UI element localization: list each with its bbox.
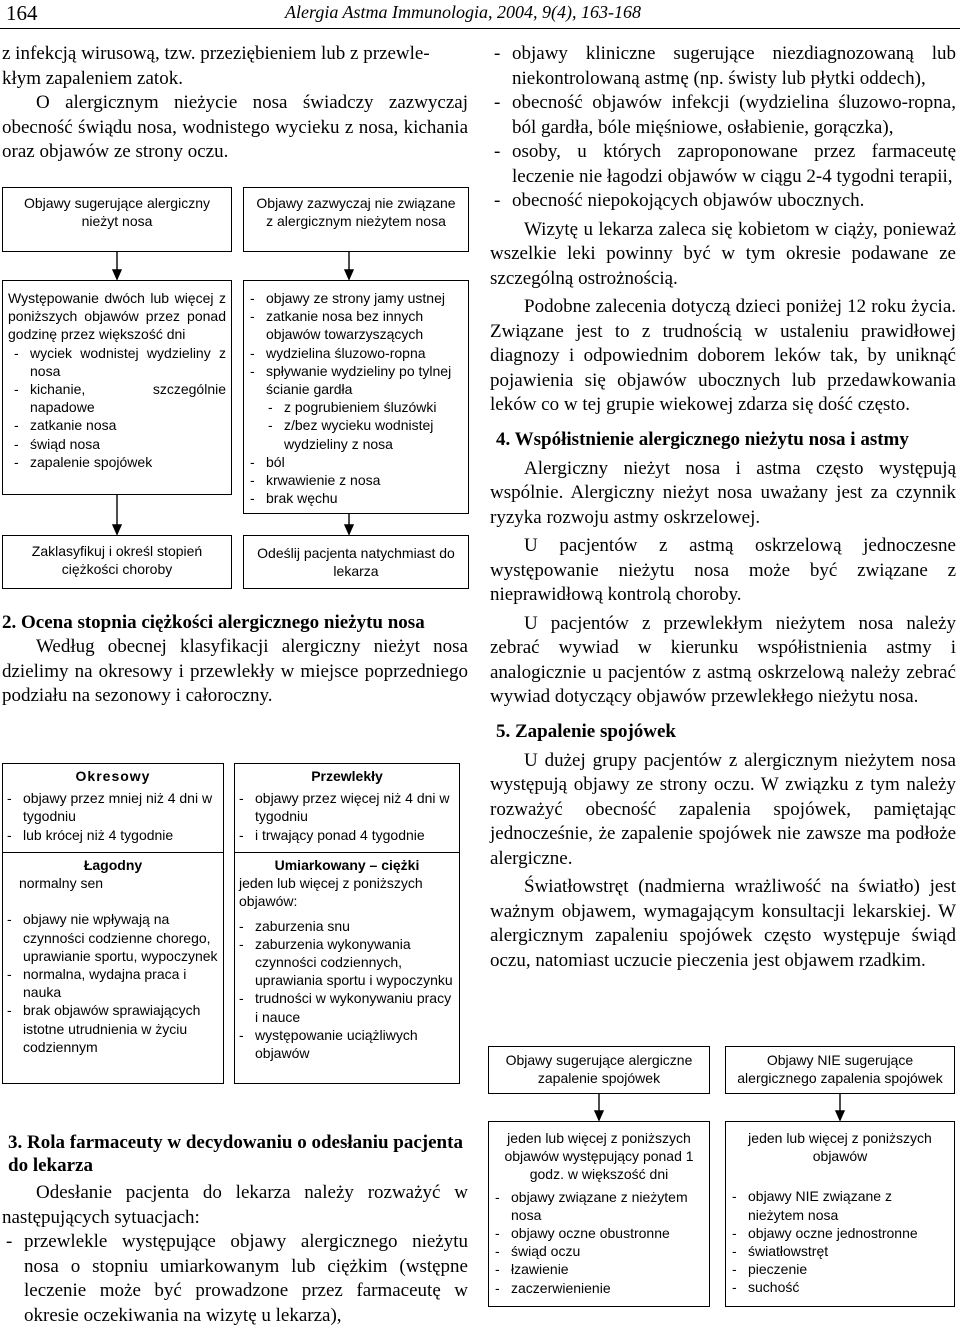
section-3-paragraph: Odesłanie pacjenta do lekarza należy rozważyć w następujących sytuacjach: — [2, 1182, 468, 1228]
box-classify-text: Zaklasyfikuj i określ stopień ciężkości choroby — [31, 543, 203, 578]
intro-paragraph: O alergicznym nieżycie nosa świadczy zazwyczaj obecność świądu nosa, wodnistego wycieku z nosa, kichania oraz objawów ze strony oczu. — [2, 92, 468, 162]
section-4-paragraph-3: U pacjentów z przewlekłym nieżytem nosa należy zebrać wywiad w kierunku współistnienia astmy i analogicznie u pacjentów z astmą oskrzelową należy zebrać wywiad dotyczący objawów przewlekłego nieżytu nosa. — [490, 612, 956, 707]
section-4-paragraph-1: Alergiczny nieżyt nosa i astma często występują wspólnie. Alergiczny nieżyt nosa uważany jest za czynnik ryzyka rozwoju astmy oskrzelowej. — [490, 457, 956, 528]
conjunctivitis-criteria-item: - zaczerwienienie — [495, 1279, 703, 1297]
page-number: 164 — [6, 1, 38, 25]
box-symptoms-not-related-text: Objawy zazwyczaj nie związane z alergicznym nieżytem nosa — [256, 195, 456, 230]
arrowhead-6 — [836, 1111, 844, 1120]
divider — [235, 852, 459, 853]
intermittent-item: - objawy przez mniej niż 4 dni w tygodniu — [7, 789, 219, 825]
referral-item: - obecność niepokojących objawów ubocznych. — [490, 189, 956, 214]
section-3-title: 3. Rola farmaceuty w decydowaniu o odesłaniu pacjenta do lekarza — [8, 1132, 463, 1176]
intermittent-title: Okresowy — [75, 768, 151, 784]
arrowhead-2 — [345, 270, 353, 279]
non-conjunctivitis-item: - suchość — [732, 1278, 948, 1296]
persistent-item: - objawy przez więcej niż 4 dni w tygodniu — [239, 789, 455, 825]
box-conjunctivitis-not-text: Objawy NIE sugerujące alergicznego zapalenia spojówek — [737, 1052, 943, 1087]
box-conjunctivitis-suggesting — [488, 1046, 710, 1094]
section-3-list — [2, 1230, 468, 1328]
persistent-item: - i trwający ponad 4 tygodnie — [239, 826, 455, 844]
intro-line-1: z infekcją wirusową, tzw. przeziębieniem lub z przewle- — [2, 43, 430, 64]
arrowhead-3 — [113, 525, 121, 534]
criteria-item: - zatkanie nosa — [14, 416, 226, 434]
section-2-title: 2. Ocena stopnia ciężkości alergicznego nieżytu nosa — [2, 612, 425, 633]
section-3-item: - przewlekle występujące objawy alergicznego nieżytu nosa o stopniu umiarkowanym lub ciężkim (wstępne leczenie może być prowadzone przez farmaceutę w okresie oczekiwania na wizytę u lekarza), — [2, 1230, 468, 1328]
criteria-list — [8, 344, 226, 471]
non-conjunctivitis-list — [732, 1187, 948, 1296]
moderate-severe-item: - trudności w wykonywaniu pracy i nauce — [239, 989, 455, 1025]
section-2 — [2, 611, 468, 709]
box-conjunctivitis-criteria — [488, 1121, 710, 1307]
non-allergic-item: - krwawienie z nosa — [250, 471, 462, 489]
box-symptoms-suggesting-text: Objawy sugerujące alergiczny nieżyt nosa — [24, 195, 210, 230]
section-5-paragraph-1: U dużej grupy pacjentów z alergicznym nieżytem nosa występują objawy ze strony oczu. W związku z tym należy rozważyć obecność zapalenia spojówek, pamiętając jednocześnie, że zapalenie spojówek nie zawsze ma podłoże alergiczne. — [490, 749, 956, 869]
referral-item: - obecność objawów infekcji (wydzielina śluzowo-ropna, ból gardła, bóle mięśniowe, osłabienie, gorączka), — [490, 91, 956, 140]
conjunctivitis-criteria-intro: jeden lub więcej z poniższych objawów występujący ponad 1 godz. w większość dni — [504, 1130, 694, 1183]
box-diagnostic-criteria — [2, 280, 232, 495]
non-conjunctivitis-intro: jeden lub więcej z poniższych objawów — [748, 1130, 932, 1165]
criteria-item: - świąd nosa — [14, 435, 226, 453]
mild-item: - brak objawów sprawiających istotne utrudnienia w życiu codziennym — [7, 1001, 219, 1056]
children-paragraph: Podobne zalecenia dotyczą dzieci poniżej 12 roku życia. Związane jest to z trudnością w ustaleniu prawidłowej diagnozy i odpowiednim doborem leków tak, by uniknąć pojawienia się objawów ubocznych lub przedawkowania leków co w tej grupie wiekowej zdarza się dość często. — [490, 296, 956, 415]
conjunctivitis-criteria-item: - łzawienie — [495, 1260, 703, 1278]
criteria-item: - kichanie, szczególnie napadowe — [14, 380, 226, 416]
criteria-item: - wyciek wodnistej wydzieliny z nosa — [14, 344, 226, 380]
box-conjunctivitis-not — [725, 1046, 955, 1094]
moderate-severe-item: - występowanie uciążliwych objawów — [239, 1026, 455, 1062]
mild-subtitle: normalny sen — [19, 875, 104, 892]
conjunctivitis-criteria-item: - objawy związane z nieżytem nosa — [495, 1188, 703, 1224]
criteria-intro: Występowanie dwóch lub więcej z poniższych objawów przez ponad godzinę przez większość dni — [8, 290, 226, 343]
non-allergic-item: - ból — [250, 453, 462, 471]
non-allergic-item: - brak węchu — [250, 489, 462, 507]
moderate-severe-item: - zaburzenia snu — [239, 917, 455, 935]
non-allergic-list-2 — [250, 453, 462, 508]
non-conjunctivitis-item: - pieczenie — [732, 1260, 948, 1278]
header-rule — [0, 28, 960, 29]
non-allergic-list — [250, 289, 462, 398]
box-refer-doctor — [243, 535, 469, 589]
referral-item: - osoby, u których zaproponowane przez farmaceutę leczenie nie łagodzi objawów w ciągu 2-4 tygodni terapii, — [490, 140, 956, 189]
non-conjunctivitis-item: - objawy NIE związane z nieżytem nosa — [732, 1187, 948, 1223]
arrowhead-1 — [113, 270, 121, 279]
non-conjunctivitis-item: - światłowstręt — [732, 1242, 948, 1260]
box-conjunctivitis-suggesting-text: Objawy sugerujące alergiczne zapalenie spojówek — [505, 1052, 693, 1087]
section-4-paragraph-2: U pacjentów z astmą oskrzelową jednoczesne występowanie nieżytu nosa może być związane z nieprawidłową kontrolą choroby. — [490, 535, 956, 605]
non-conjunctivitis-item: - objawy oczne jednostronne — [732, 1224, 948, 1242]
divider — [3, 852, 223, 853]
arrowhead-5 — [595, 1111, 603, 1120]
non-allergic-item: - objawy ze strony jamy ustnej — [250, 289, 462, 307]
mild-item: - objawy nie wpływają na czynności codzienne chorego, uprawianie sportu, wypoczynek — [7, 910, 219, 965]
referral-list — [490, 42, 956, 214]
non-allergic-sublist — [250, 398, 462, 453]
journal-citation: Alergia Astma Immunologia, 2004, 9(4), 163-168 — [285, 2, 641, 22]
conjunctivitis-criteria-item: - świąd oczu — [495, 1242, 703, 1260]
box-persistent — [234, 763, 460, 1084]
mild-title: Łagodny — [83, 857, 143, 873]
non-allergic-item: - wydzielina śluzowo-ropna — [250, 344, 462, 362]
right-column-text — [490, 42, 956, 973]
box-symptoms-suggesting — [2, 187, 232, 252]
mild-item: - normalna, wydajna praca i nauka — [7, 965, 219, 1001]
persistent-title: Przewlekły — [311, 768, 383, 784]
pregnancy-paragraph: Wizytę u lekarza zaleca się kobietom w ciąży, ponieważ wszelkie leki powinny być w tym okresie podawane ze szczególną ostrożnością. — [490, 218, 956, 289]
moderate-severe-subtitle: jeden lub więcej z poniższych objawów: — [239, 875, 423, 910]
arrowhead-4 — [345, 525, 353, 534]
non-allergic-subitem: - z/bez wycieku wodnistej wydzieliny z nosa — [268, 416, 462, 452]
intro-line-2: kłym zapaleniem zatok. — [2, 67, 183, 89]
box-non-allergic-symptoms — [243, 280, 469, 514]
section-5-paragraph-2: Światłowstręt (nadmierna wrażliwość na światło) jest ważnym objawem, wymagającym konsultacji lekarskiej. W alergicznym zapaleniu spojówek często występuje świąd oczu, natomiast uczucie pieczenia jest objawem rzadkim. — [490, 876, 956, 971]
section-5-title: 5. Zapalenie spojówek — [496, 720, 676, 742]
left-intro — [2, 42, 468, 165]
referral-item: - objawy kliniczne sugerujące niezdiagnozowaną lub niekontrolowaną astmę (np. świsty lub płytki oddech), — [490, 42, 956, 91]
moderate-severe-title: Umiarkowany – ciężki — [274, 857, 420, 873]
moderate-severe-item: - zaburzenia wykonywania czynności codziennych, uprawiania sportu i wypoczynku — [239, 935, 455, 990]
non-allergic-subitem: - z pogrubieniem śluzówki — [268, 398, 462, 416]
non-allergic-item: - zatkanie nosa bez innych objawów towarzyszących — [250, 307, 462, 343]
box-refer-text: Odeślij pacjenta natychmiast do lekarza — [257, 545, 455, 580]
conjunctivitis-criteria-list — [495, 1188, 703, 1297]
box-classify-severity — [2, 535, 232, 589]
page-header — [0, 0, 960, 30]
section-3 — [2, 1131, 468, 1328]
non-allergic-item: - spływanie wydzieliny po tylnej ścianie gardła — [250, 362, 462, 398]
conjunctivitis-criteria-item: - objawy oczne obustronne — [495, 1224, 703, 1242]
box-symptoms-not-related — [243, 187, 469, 252]
box-non-conjunctivitis-criteria — [725, 1121, 955, 1307]
section-2-paragraph: Według obecnej klasyfikacji alergiczny nieżyt nosa dzielimy na okresowy i przewlekły w miejsce poprzedniego podziału na sezonowy i całoroczny. — [2, 636, 468, 706]
criteria-item: - zapalenie spojówek — [14, 453, 226, 471]
box-intermittent — [2, 763, 224, 1084]
section-4-title: 4. Współistnienie alergicznego nieżytu nosa i astmy — [496, 428, 909, 450]
intermittent-item: - lub krócej niż 4 tygodnie — [7, 826, 219, 844]
